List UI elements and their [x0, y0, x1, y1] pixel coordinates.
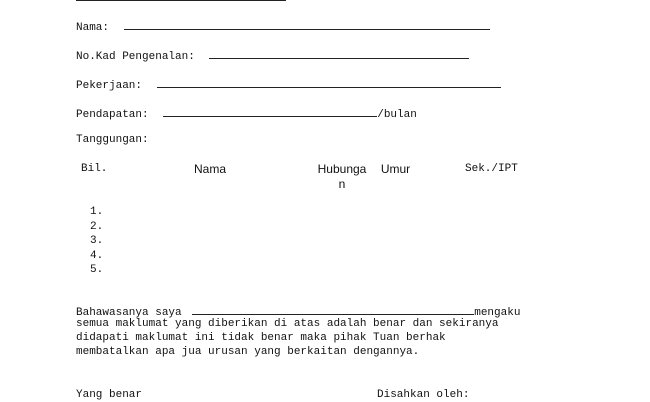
list-item: 3.	[90, 235, 104, 247]
pendapatan-suffix: /bulan	[377, 109, 417, 121]
tanggungan-label: Tanggungan:	[76, 134, 149, 146]
list-item: 1.	[90, 206, 104, 218]
kad-label: No.Kad Pengenalan:	[76, 51, 195, 63]
pekerjaan-field[interactable]	[157, 76, 501, 88]
declaration-line-2: semua maklumat yang diberikan di atas adalah benar dan sekiranya	[76, 318, 499, 330]
declaration-suffix: mengaku	[474, 307, 521, 319]
list-item: 4.	[90, 249, 104, 262]
top-rule	[76, 0, 286, 1]
header-hubungan: Hubungan	[317, 162, 367, 191]
header-umur: Umur	[380, 162, 411, 176]
list-item: 2.	[90, 220, 104, 233]
pekerjaan-label: Pekerjaan:	[76, 80, 143, 92]
row-numbers	[90, 205, 103, 278]
header-nama: Nama	[194, 162, 227, 176]
pendapatan-field[interactable]	[163, 105, 377, 117]
declaration-line-3: didapati maklumat ini tidak benar maka pihak Tuan berhak	[76, 332, 446, 344]
pendapatan-label: Pendapatan:	[76, 109, 149, 121]
signature-left: Yang benar	[76, 389, 143, 401]
nama-row	[76, 18, 490, 35]
header-bil: Bil.	[81, 163, 108, 175]
list-item: 5.	[90, 264, 104, 276]
declarant-name-field[interactable]	[192, 303, 474, 315]
nama-field[interactable]	[124, 18, 490, 30]
declaration-line-4: membatalkan apa jua urusan yang berkaitan dengannya.	[76, 346, 420, 358]
pekerjaan-row	[76, 76, 501, 93]
nama-label: Nama:	[76, 22, 110, 34]
pendapatan-row	[76, 105, 417, 122]
signature-right: Disahkan oleh:	[377, 389, 470, 401]
declaration-prefix: Bahawasanya saya	[76, 307, 182, 319]
declaration-paragraph	[76, 303, 596, 359]
kad-row	[76, 47, 469, 64]
header-sek: Sek./IPT	[465, 163, 518, 175]
kad-field[interactable]	[209, 47, 469, 59]
declaration-line-1	[76, 303, 596, 317]
